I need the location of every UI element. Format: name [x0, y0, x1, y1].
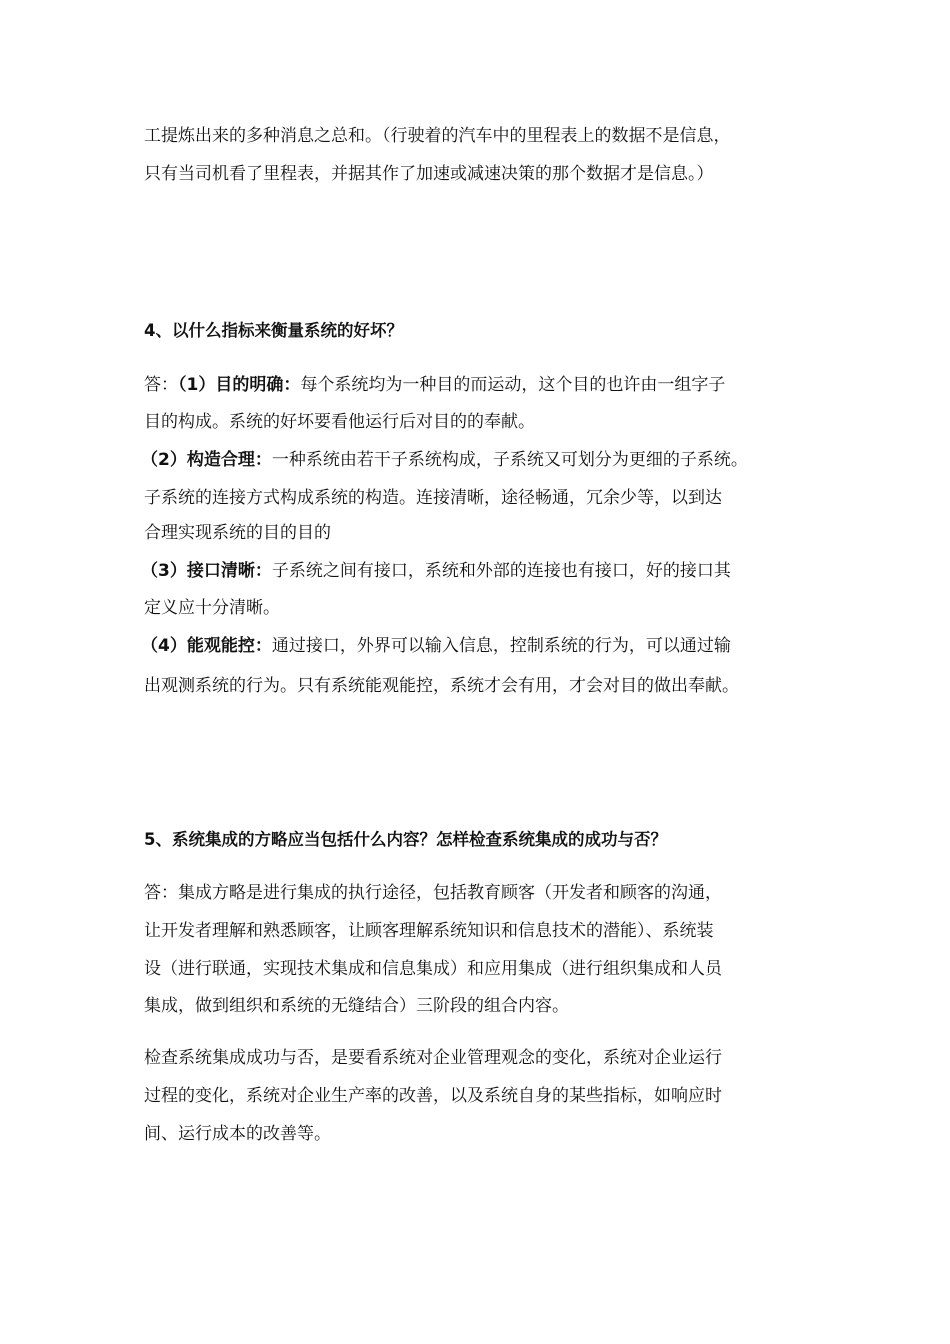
q5-para-1-line-4: 集成，做到组织和系统的无缝结合）三阶段的组合内容。 [144, 996, 569, 1016]
q4-item-3-line-2: 定义应十分清晰。 [144, 598, 280, 618]
q4-item-4-label: （4）能观能控： [141, 636, 272, 656]
q4-item-4-text-1: 通过接口，外界可以输入信息，控制系统的行为，可以通过输 [271, 636, 731, 656]
intro-line-2: 只有当司机看了里程表，并据其作了加速或减速决策的那个数据才是信息。） [144, 164, 714, 184]
q5-para-1-line-1: 答：集成方略是进行集成的执行途径，包括教育顾客（开发者和顾客的沟通， [144, 883, 722, 903]
question-4-heading: 4、以什么指标来衡量系统的好坏？ [144, 321, 403, 340]
q5-para-2-line-3: 间、运行成本的改善等。 [144, 1124, 331, 1144]
q4-item-1-text-1: 每个系统均为一种目的而运动，这个目的也许由一组字子 [300, 375, 726, 395]
q5-para-2-line-1: 检查系统集成成功与否，是要看系统对企业管理观念的变化，系统对企业运行 [144, 1048, 722, 1068]
q4-item-2-line-3: 合理实现系统的目的目的 [144, 523, 331, 543]
question-5-heading: 5、系统集成的方略应当包括什么内容？怎样检查系统集成的成功与否？ [144, 830, 667, 849]
q4-item-2-line-2: 子系统的连接方式构成系统的构造。连接清晰，途径畅通，冗余少等，以到达 [144, 488, 722, 508]
q4-item-4-line-2: 出观测系统的行为。只有系统能观能控，系统才会有用，才会对目的做出奉献。 [144, 676, 739, 696]
q4-item-2-label: （2）构造合理： [141, 450, 272, 470]
q4-item-3-label: （3）接口清晰： [141, 561, 272, 581]
q4-item-2-text-1: 一种系统由若干子系统构成，子系统又可划分为更细的子系统。 [271, 450, 748, 470]
q4-item-1-label: （1）目的明确： [178, 375, 301, 395]
answer-prefix: 答： [144, 375, 178, 395]
q5-para-2-line-2: 过程的变化，系统对企业生产率的改善，以及系统自身的某些指标，如响应时 [144, 1086, 722, 1106]
q4-item-4-line-1 [141, 634, 731, 658]
q4-item-1-line-1 [144, 373, 725, 397]
q4-item-1-line-2: 目的构成。系统的好坏要看他运行后对目的的奉献。 [144, 412, 535, 432]
q4-item-3-line-1 [141, 559, 731, 583]
q4-item-2-line-1 [141, 448, 748, 472]
q5-para-1-line-2: 让开发者理解和熟悉顾客，让顾客理解系统知识和信息技术的潜能）、系统装 [144, 921, 714, 941]
intro-line-1: 工提炼出来的多种消息之总和。（行驶着的汽车中的里程表上的数据不是信息， [144, 126, 731, 146]
q4-item-3-text-1: 子系统之间有接口，系统和外部的连接也有接口，好的接口其 [271, 561, 731, 581]
q5-para-1-line-3: 设（进行联通，实现技术集成和信息集成）和应用集成（进行组织集成和人员 [144, 959, 722, 979]
